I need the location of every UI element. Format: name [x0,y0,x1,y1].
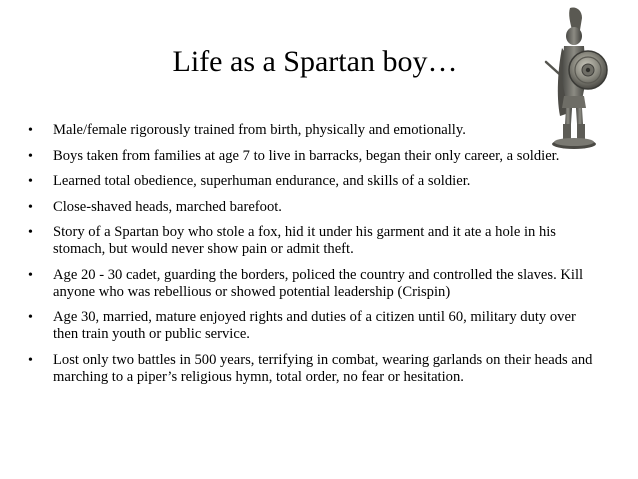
bullet-text: Age 20 - 30 cadet, guarding the borders, policed the country and controlled the slaves. Kill anyone who was rebellious or showed potential leadership (Crispin) [53,266,584,300]
bullet-marker: • [28,310,33,325]
bullet-text: Story of a Spartan boy who stole a fox, hid it under his garment and it ate a hole in his stomach, but would never show pain or admit theft. [53,224,556,257]
bullet-marker: • [28,352,33,368]
bullet-marker: • [28,174,33,189]
bullet-item [28,224,600,258]
bullet-item [28,267,600,301]
bullet-marker: • [28,148,33,164]
bullet-item [28,309,600,343]
bullet-item [28,148,600,165]
bullet-item [28,173,600,190]
bullet-marker: • [28,123,33,138]
bullet-item [28,199,600,216]
bullet-text: Learned total obedience, superhuman endurance, and skills of a soldier. [53,173,471,189]
bullet-item [28,352,600,386]
slide-title: Life as a Spartan boy… [172,45,458,78]
bullet-marker: • [28,225,33,240]
bullet-text: Age 30, married, mature enjoyed rights and duties of a citizen until 60, military duty over then train youth or public service. [53,309,576,342]
bullet-list [28,122,600,394]
bullet-text: Close-shaved heads, marched barefoot. [53,198,282,215]
bullet-item [28,122,600,139]
bullet-text: Boys taken from families at age 7 to live in barracks, began their only career, a soldier. [53,147,560,164]
bullet-marker: • [28,267,33,283]
bullet-text: Lost only two battles in 500 years, terrifying in combat, wearing garlands on their heads and marching to a piper’s religious hymn, total order, no fear or hesitation. [53,351,593,385]
bullet-marker: • [28,199,33,215]
bullet-text: Male/female rigorously trained from birth, physically and emotionally. [53,122,466,138]
